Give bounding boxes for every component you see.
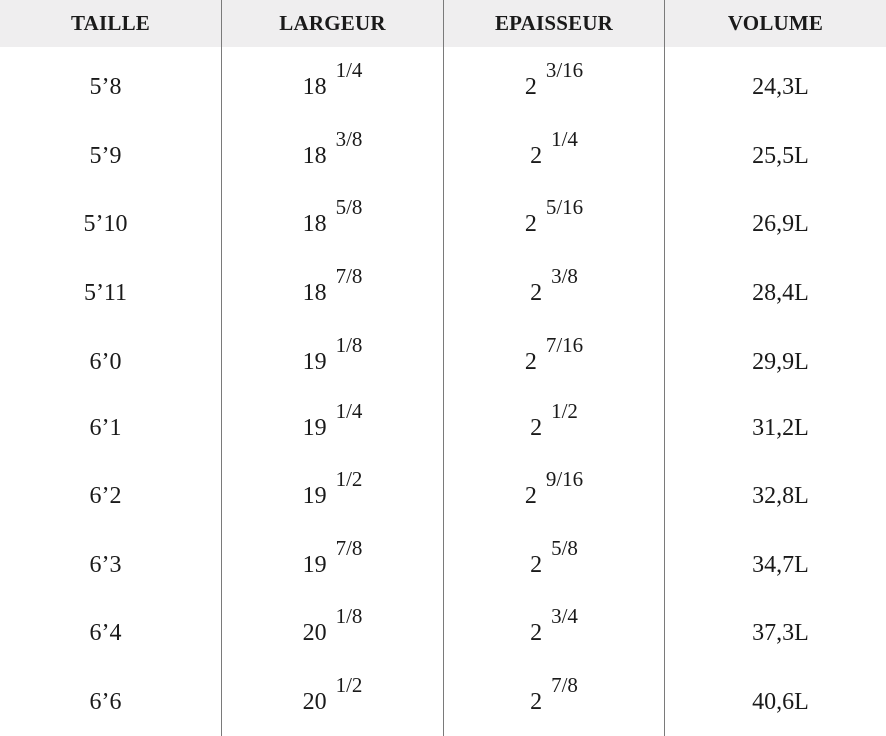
taille-cell: 6’2: [89, 483, 122, 509]
taille-cell: 6’6: [89, 689, 122, 715]
taille-cell: 6’3: [89, 552, 122, 578]
epaisseur-whole: 2: [530, 689, 543, 715]
largeur-fraction: 1/2: [335, 673, 363, 697]
epaisseur-whole: 2: [530, 280, 543, 306]
table-row: [0, 672, 886, 732]
largeur-whole: 18: [302, 74, 327, 100]
volume-cell: 32,8L: [752, 483, 809, 509]
volume-cell: 25,5L: [752, 143, 809, 169]
largeur-whole: 19: [302, 349, 327, 375]
epaisseur-cell: [444, 398, 664, 458]
volume-cell: 40,6L: [752, 689, 809, 715]
taille-cell: 5’10: [83, 211, 128, 237]
volume-cell: 24,3L: [752, 74, 809, 100]
largeur-fraction: 1/8: [335, 333, 363, 357]
epaisseur-whole: 2: [530, 552, 543, 578]
volume-cell: 34,7L: [752, 552, 809, 578]
largeur-whole: 18: [302, 211, 327, 237]
largeur-whole: 20: [302, 620, 327, 646]
table-row: [0, 194, 886, 254]
taille-cell: 5’8: [89, 74, 122, 100]
largeur-fraction: 5/8: [335, 195, 363, 219]
taille-cell: 6’0: [89, 349, 122, 375]
largeur-cell: [222, 672, 443, 732]
largeur-whole: 18: [302, 280, 327, 306]
epaisseur-cell: [444, 194, 664, 254]
epaisseur-fraction: 1/4: [551, 127, 578, 151]
largeur-cell: [222, 263, 443, 323]
largeur-fraction: 1/4: [335, 399, 363, 423]
epaisseur-fraction: 7/16: [545, 333, 584, 357]
table-row: [0, 263, 886, 323]
epaisseur-whole: 2: [524, 483, 537, 509]
volume-cell: 29,9L: [752, 349, 809, 375]
largeur-cell: [222, 398, 443, 458]
epaisseur-cell: [444, 672, 664, 732]
table-row: [0, 603, 886, 663]
largeur-fraction: 7/8: [335, 536, 363, 560]
largeur-fraction: 7/8: [335, 264, 363, 288]
largeur-cell: [222, 332, 443, 392]
epaisseur-fraction: 9/16: [545, 467, 584, 491]
volume-cell: 31,2L: [752, 415, 809, 441]
largeur-fraction: 1/8: [335, 604, 363, 628]
epaisseur-fraction: 5/16: [545, 195, 584, 219]
largeur-whole: 19: [302, 552, 327, 578]
epaisseur-cell: [444, 332, 664, 392]
epaisseur-fraction: 5/8: [551, 536, 578, 560]
largeur-whole: 20: [302, 689, 327, 715]
largeur-cell: [222, 603, 443, 663]
largeur-cell: [222, 194, 443, 254]
largeur-fraction: 3/8: [335, 127, 363, 151]
largeur-cell: [222, 466, 443, 526]
epaisseur-whole: 2: [530, 143, 543, 169]
epaisseur-cell: [444, 57, 664, 117]
taille-cell: 5’11: [83, 280, 128, 306]
header-largeur: LARGEUR: [279, 11, 386, 35]
table-row: [0, 535, 886, 595]
largeur-whole: 18: [302, 143, 327, 169]
table-row: [0, 332, 886, 392]
largeur-cell: [222, 535, 443, 595]
epaisseur-fraction: 3/4: [551, 604, 578, 628]
table-row: [0, 398, 886, 458]
epaisseur-whole: 2: [524, 349, 537, 375]
largeur-fraction: 1/2: [335, 467, 363, 491]
epaisseur-fraction: 3/16: [545, 58, 584, 82]
header-epaisseur: EPAISSEUR: [494, 11, 614, 35]
table-row: [0, 57, 886, 117]
epaisseur-fraction: 7/8: [551, 673, 578, 697]
largeur-whole: 19: [302, 483, 327, 509]
epaisseur-whole: 2: [524, 211, 537, 237]
volume-cell: 26,9L: [752, 211, 809, 237]
epaisseur-cell: [444, 263, 664, 323]
header-taille: TAILLE: [70, 11, 150, 35]
epaisseur-fraction: 3/8: [551, 264, 578, 288]
epaisseur-whole: 2: [524, 74, 537, 100]
header-volume: VOLUME: [727, 11, 824, 35]
taille-cell: 6’4: [89, 620, 122, 646]
largeur-fraction: 1/4: [335, 58, 363, 82]
largeur-whole: 19: [302, 415, 327, 441]
epaisseur-fraction: 1/2: [551, 399, 578, 423]
epaisseur-cell: [444, 535, 664, 595]
epaisseur-cell: [444, 126, 664, 186]
largeur-cell: [222, 126, 443, 186]
taille-cell: 5’9: [89, 143, 122, 169]
table-row: [0, 126, 886, 186]
epaisseur-whole: 2: [530, 415, 543, 441]
epaisseur-cell: [444, 466, 664, 526]
largeur-cell: [222, 57, 443, 117]
volume-cell: 37,3L: [752, 620, 809, 646]
table-row: [0, 466, 886, 526]
volume-cell: 28,4L: [752, 280, 809, 306]
epaisseur-cell: [444, 603, 664, 663]
taille-cell: 6’1: [89, 415, 122, 441]
epaisseur-whole: 2: [530, 620, 543, 646]
